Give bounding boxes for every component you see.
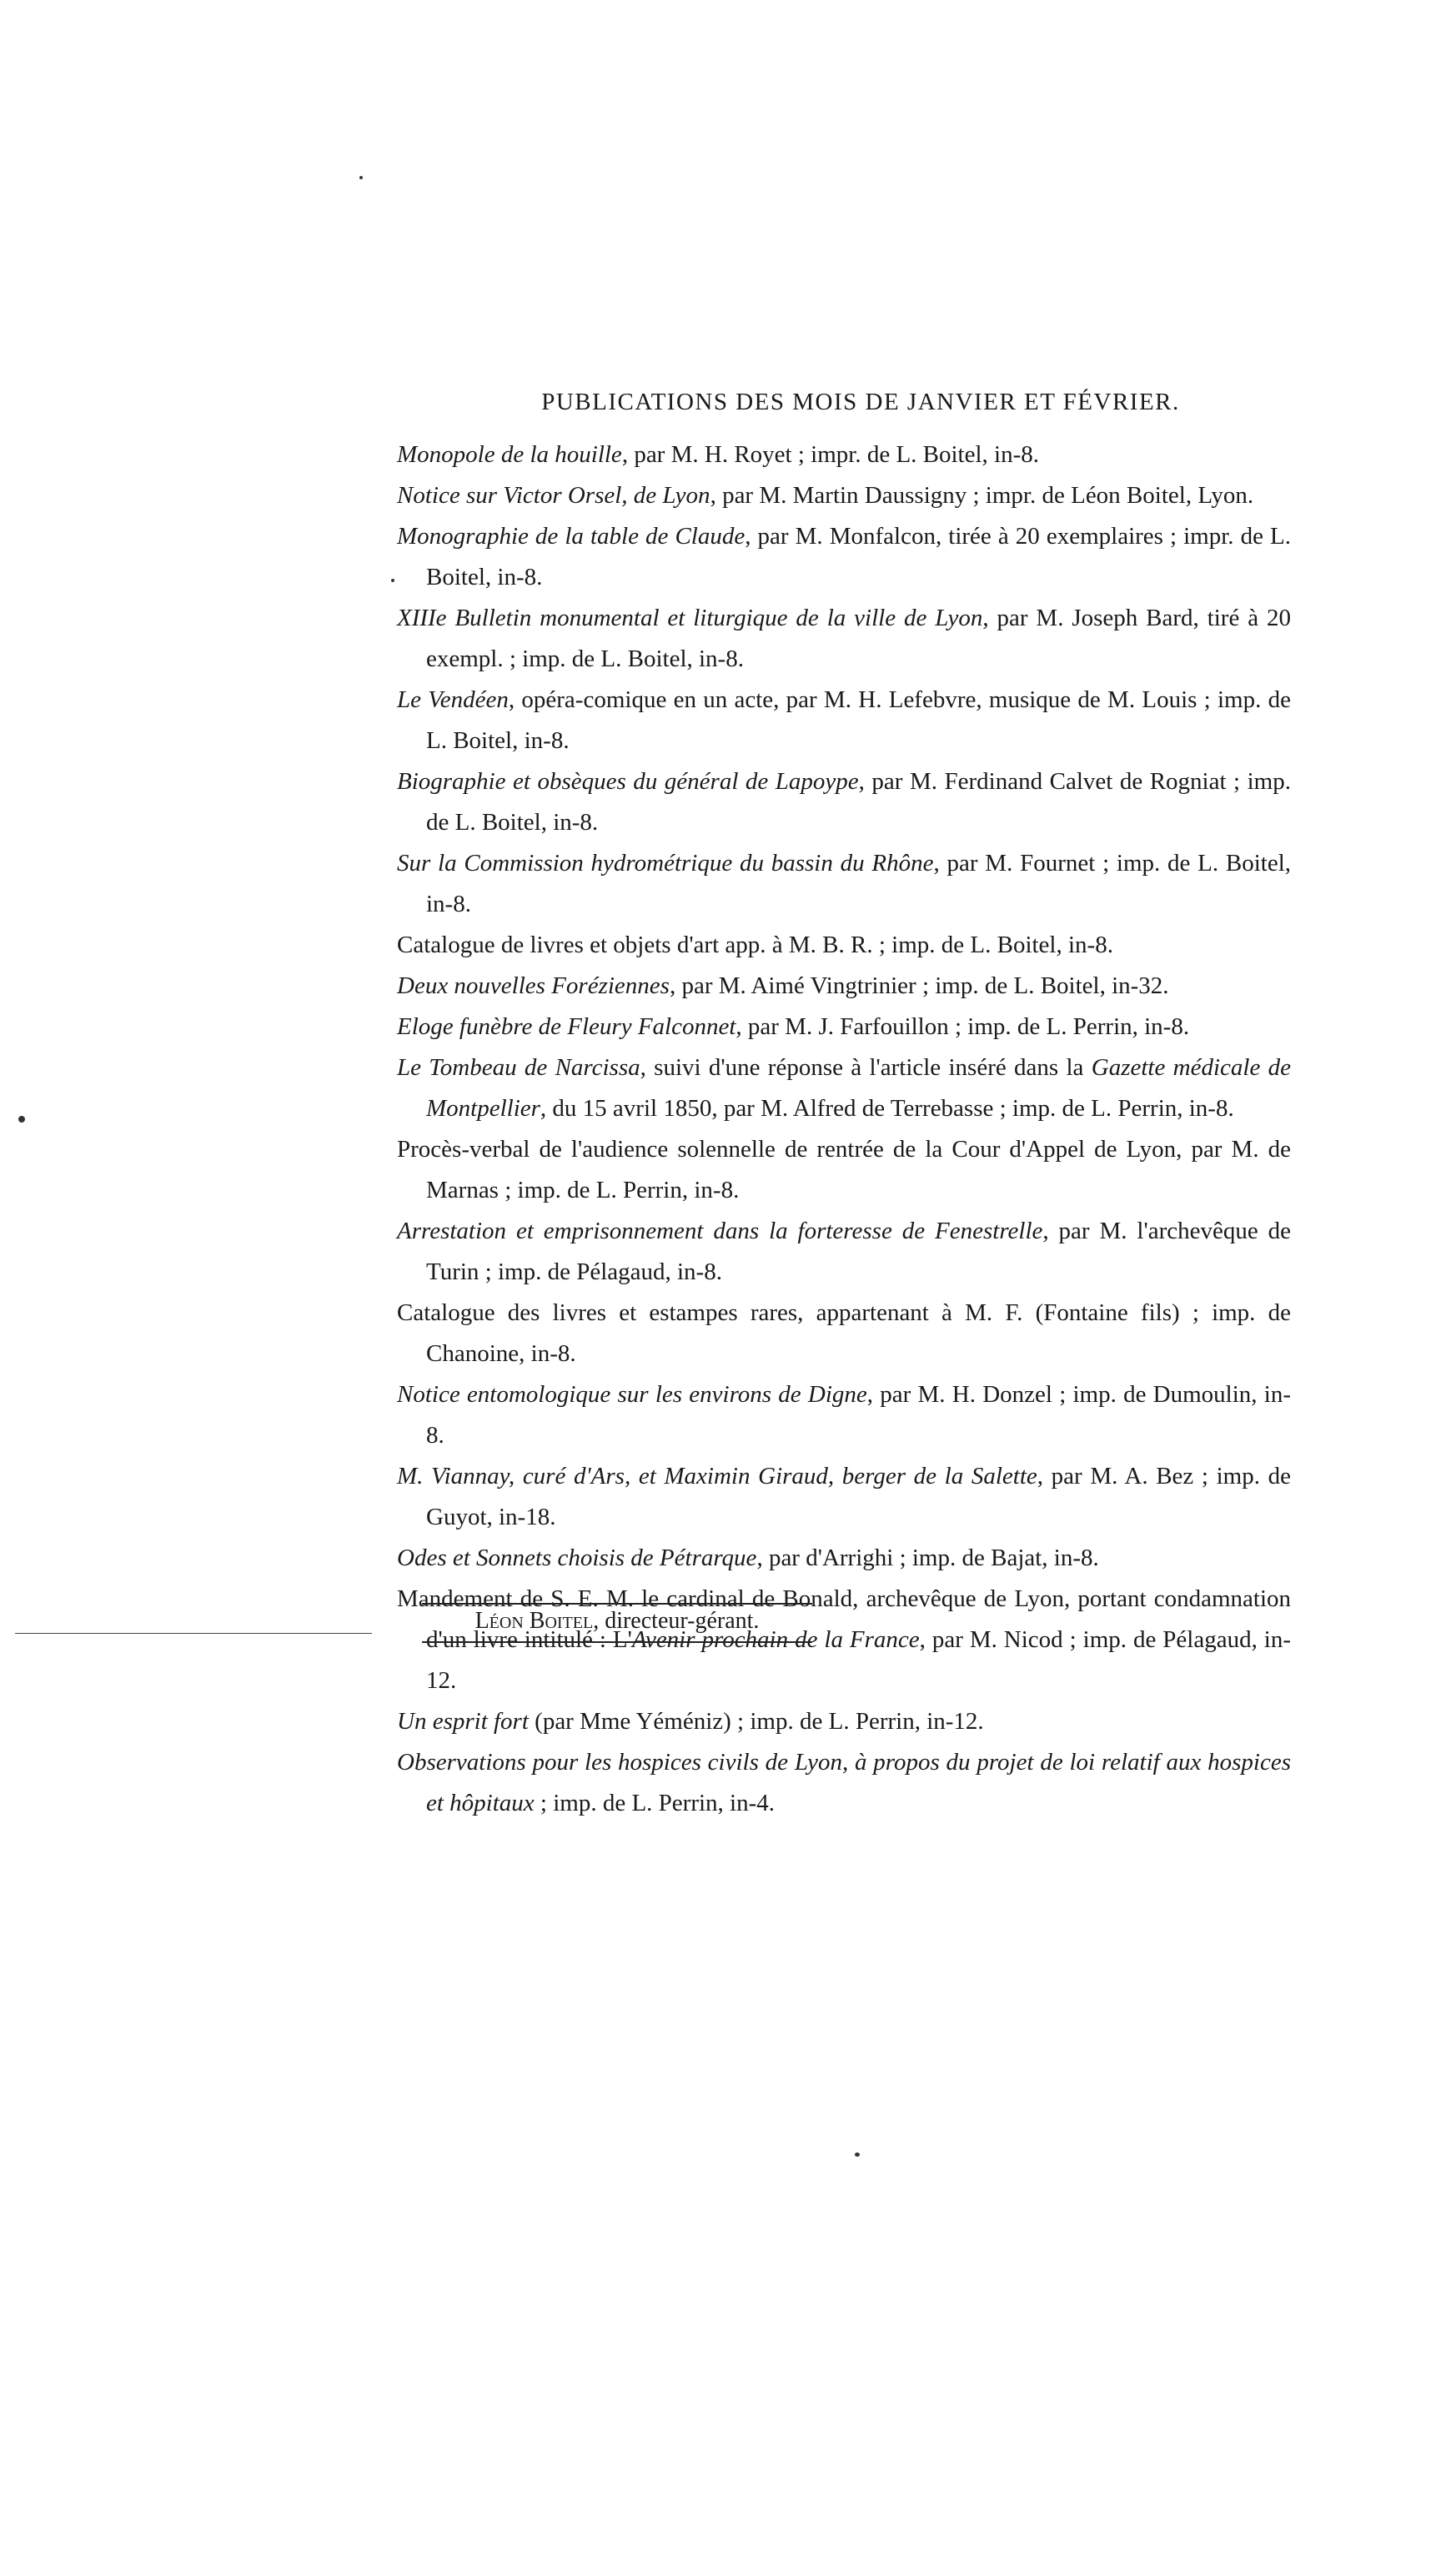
publication-entry bbox=[397, 1211, 1291, 1293]
entry-text: ; imp. de L. Perrin, in-4. bbox=[534, 1790, 776, 1816]
entry-text: , par d'Arrighi ; imp. de Bajat, in-8. bbox=[756, 1545, 1099, 1571]
entry-text: , par M. Ferdinand Calvet de Rogniat ; imp. de L. Boitel, in-8. bbox=[426, 768, 1291, 836]
ink-speck bbox=[359, 176, 363, 179]
publication-entry bbox=[397, 1374, 1291, 1456]
entry-text: , opéra-comique en un acte, par M. H. Lefebvre, musique de M. Louis ; imp. de L. Boitel, in-8. bbox=[426, 686, 1291, 754]
publication-entry bbox=[397, 1047, 1291, 1129]
publication-entry bbox=[397, 1456, 1291, 1538]
entry-title-text: Avenir prochain de la France bbox=[631, 1626, 920, 1653]
entry-text: , par M. J. Farfouillon ; imp. de L. Perrin, in-8. bbox=[736, 1013, 1190, 1040]
entry-text: , par M. Joseph Bard, tiré à 20 exempl. ; imp. de L. Boitel, in-8. bbox=[426, 605, 1291, 672]
publication-entry bbox=[397, 1701, 1291, 1742]
entry-text: (par Mme Yéméniz) ; imp. de L. Perrin, in-12. bbox=[528, 1708, 984, 1735]
entry-text: , par M. Nicod ; imp. de Pélagaud, in-12. bbox=[426, 1626, 1291, 1694]
entry-title-text: Le Tombeau de Narcissa bbox=[397, 1054, 640, 1081]
publication-entry bbox=[397, 761, 1291, 843]
entry-title-text: Biographie et obsèques du général de Lapoype bbox=[397, 768, 859, 795]
entry-text: , par M. H. Donzel ; imp. de Dumoulin, in-8. bbox=[426, 1381, 1291, 1449]
entry-title-text: Notice sur Victor Orsel, de Lyon bbox=[397, 482, 710, 509]
signature bbox=[422, 1603, 812, 1643]
entry-text: , du 15 avril 1850, par M. Alfred de Terrebasse ; imp. de L. Perrin, in-8. bbox=[540, 1095, 1234, 1122]
entry-title-text: Sur la Commission hydrométrique du bassin du Rhône bbox=[397, 850, 934, 877]
ink-speck bbox=[855, 2153, 860, 2157]
entry-title-text: Deux nouvelles Foréziennes bbox=[397, 972, 670, 999]
publication-entry bbox=[397, 516, 1291, 598]
publication-entry bbox=[397, 925, 1291, 966]
publication-entry bbox=[397, 680, 1291, 761]
entry-title-text: Monographie de la table de Claude bbox=[397, 523, 746, 550]
publication-entry bbox=[397, 843, 1291, 925]
publication-entry bbox=[397, 966, 1291, 1007]
entry-title-text: Notice entomologique sur les environs de Digne bbox=[397, 1381, 867, 1408]
entry-text: , par M. l'archevêque de Turin ; imp. de Pélagaud, in-8. bbox=[426, 1218, 1292, 1285]
signature-role: , directeur-gérant. bbox=[593, 1608, 760, 1634]
publication-entry bbox=[397, 435, 1291, 475]
entry-text: , par M. A. Bez ; imp. de Guyot, in-18. bbox=[426, 1463, 1291, 1530]
entry-title-text: Arrestation et emprisonnement dans la forteresse de Fenestrelle bbox=[397, 1218, 1043, 1244]
entry-title-text: Eloge funèbre de Fleury Falconnet bbox=[397, 1013, 736, 1040]
entry-text: , suivi d'une réponse à l'article inséré dans la bbox=[640, 1054, 1092, 1081]
entry-title-text: XIIIe Bulletin monumental et liturgique de la ville de Lyon bbox=[397, 605, 983, 631]
publication-entry bbox=[397, 1007, 1291, 1047]
entry-text: Mandement de S. E. M. le cardinal de Bonald, archevêque de Lyon, portant condamnation d'un livre intitulé : L' bbox=[397, 1585, 1291, 1653]
entry-text: Catalogue de livres et objets d'art app. à M. B. R. ; imp. de L. Boitel, in-8. bbox=[397, 932, 1113, 958]
entry-text: , par M. Martin Daussigny ; impr. de Léon Boitel, Lyon. bbox=[710, 482, 1254, 509]
publication-entry bbox=[397, 475, 1291, 516]
entry-text: , par M. Fournet ; imp. de L. Boitel, in-8. bbox=[426, 850, 1292, 917]
entry-title-text: Gazette médicale de Montpellier bbox=[426, 1054, 1291, 1122]
divider-rule bbox=[15, 1633, 372, 1634]
signature-name: Léon Boitel bbox=[474, 1608, 594, 1634]
entry-text: , par M. Aimé Vingtrinier ; imp. de L. Boitel, in-32. bbox=[669, 972, 1169, 999]
entry-title-text: M. Viannay, curé d'Ars, et Maximin Giraud, berger de la Salette bbox=[397, 1463, 1037, 1489]
entry-text: , par M. H. Royet ; impr. de L. Boitel, in-8. bbox=[621, 441, 1040, 468]
entry-title-text: Monopole de la houille bbox=[397, 441, 622, 468]
entry-title-text: Le Vendéen bbox=[397, 686, 509, 713]
publication-entry bbox=[397, 598, 1291, 680]
entry-text: , par M. Monfalcon, tirée à 20 exemplaires ; impr. de L. Boitel, in-8. bbox=[426, 523, 1291, 590]
entry-title-text: Odes et Sonnets choisis de Pétrarque bbox=[397, 1545, 757, 1571]
entry-title-text: Observations pour les hospices civils de Lyon, à propos du projet de loi relatif aux hospices et hôpitaux bbox=[397, 1749, 1291, 1816]
entry-title-text: Un esprit fort bbox=[397, 1708, 529, 1735]
publication-entry bbox=[397, 1293, 1291, 1374]
publication-entry bbox=[397, 1538, 1291, 1579]
publication-entry bbox=[397, 1742, 1291, 1824]
entry-text: Catalogue des livres et estampes rares, appartenant à M. F. (Fontaine fils) ; imp. de Chanoine, in-8. bbox=[397, 1299, 1291, 1367]
page-title: PUBLICATIONS DES MOIS DE JANVIER ET FÉVRIER. bbox=[541, 389, 1180, 415]
entry-text: Procès-verbal de l'audience solennelle de rentrée de la Cour d'Appel de Lyon, par M. de Marnas ; imp. de L. Perrin, in-8. bbox=[397, 1136, 1291, 1203]
ink-speck bbox=[391, 579, 394, 582]
ink-speck bbox=[18, 1116, 25, 1123]
publication-entry bbox=[397, 1129, 1291, 1211]
